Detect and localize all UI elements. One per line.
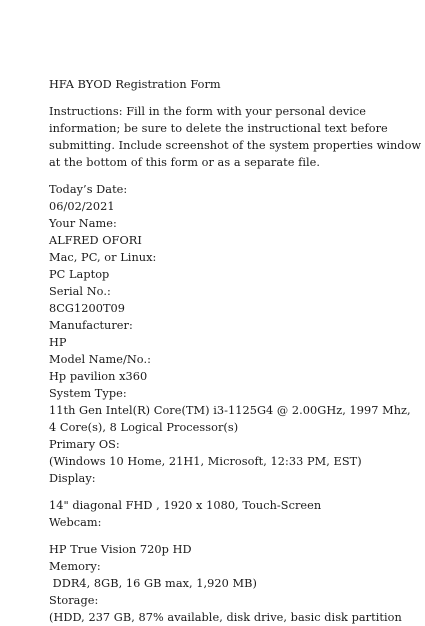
name-value: ALFRED OFORI (49, 234, 142, 247)
display-value: 14" diagonal FHD , 1920 x 1080, Touch-Screen (49, 499, 322, 512)
date-label: Today’s Date: (49, 183, 128, 196)
form-title: HFA BYOD Registration Form (49, 78, 221, 91)
memory-label: Memory: (49, 560, 101, 573)
instructions-line-4: at the bottom of this form or as a separate file. (49, 156, 321, 169)
memory-value: DDR4, 8GB, 16 GB max, 1,920 MB) (49, 577, 257, 590)
platform-label: Mac, PC, or Linux: (49, 251, 157, 264)
serial-value: 8CG1200T09 (49, 302, 126, 315)
storage-value: (HDD, 237 GB, 87% available, disk drive, basic disk partition (49, 611, 402, 624)
system-type-value-line-2: 4 Core(s), 8 Logical Processor(s) (49, 421, 239, 434)
webcam-value: HP True Vision 720p HD (49, 543, 192, 556)
model-value: Hp pavilion x360 (49, 370, 148, 383)
serial-label: Serial No.: (49, 285, 111, 298)
system-type-value-line-1: 11th Gen Intel(R) Core(TM) i3-1125G4 @ 2.00GHz, 1997 Mhz, (49, 404, 411, 417)
display-label: Display: (49, 472, 96, 485)
instructions-line-3: submitting. Include screenshot of the system properties window (49, 139, 422, 152)
os-label: Primary OS: (49, 438, 120, 451)
name-label: Your Name: (49, 217, 117, 230)
date-value: 06/02/2021 (49, 200, 115, 213)
manufacturer-value: HP (49, 336, 67, 349)
platform-value: PC Laptop (49, 268, 110, 281)
system-type-label: System Type: (49, 387, 127, 400)
os-value: (Windows 10 Home, 21H1, Microsoft, 12:33 PM, EST) (49, 455, 362, 468)
model-label: Model Name/No.: (49, 353, 151, 366)
manufacturer-label: Manufacturer: (49, 319, 133, 332)
instructions-line-2: information; be sure to delete the instructional text before (49, 122, 388, 135)
storage-label: Storage: (49, 594, 99, 607)
instructions-line-1: Instructions: Fill in the form with your personal device (49, 105, 367, 118)
webcam-label: Webcam: (49, 516, 102, 529)
